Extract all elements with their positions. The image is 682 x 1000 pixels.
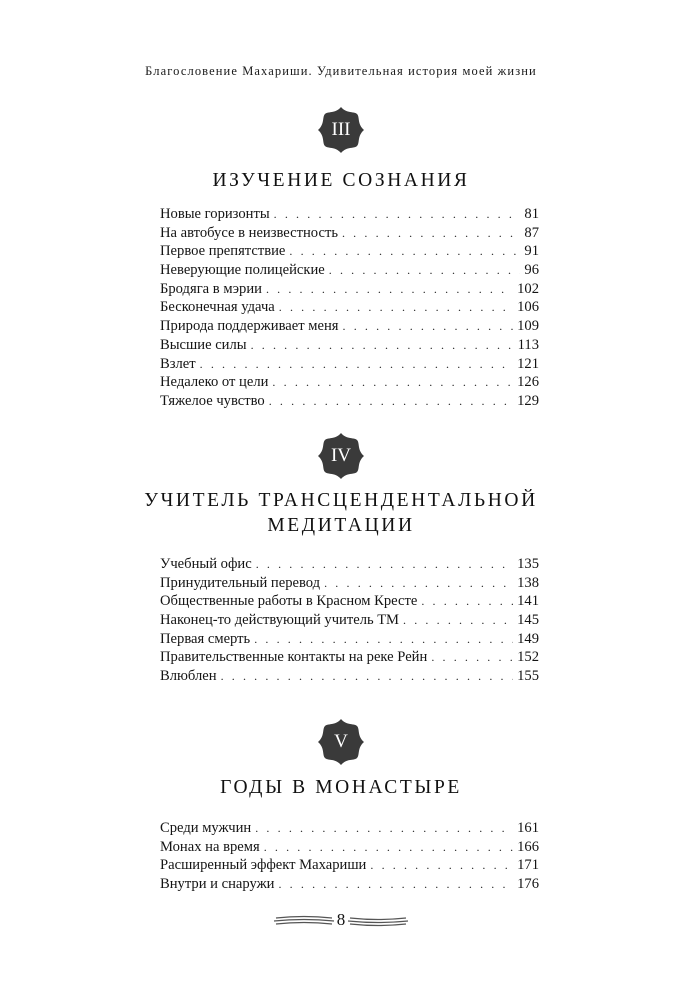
toc-entry-page: 106 — [517, 299, 539, 316]
toc-entry-title: На автобусе в неизвестность — [160, 224, 338, 241]
toc-entry-title: Внутри и снаружи — [160, 876, 275, 893]
toc-entry-page: 141 — [517, 593, 539, 610]
leader-dots — [256, 555, 513, 574]
leader-dots — [272, 373, 513, 392]
page-footer — [0, 905, 682, 935]
part-title-line: ИЗУЧЕНИЕ СОЗНАНИЯ — [212, 170, 470, 191]
lotus-badge-icon — [316, 717, 366, 767]
toc-entry[interactable] — [160, 819, 539, 838]
toc-entry[interactable] — [160, 667, 539, 686]
toc-entry-title: Высшие силы — [160, 336, 247, 353]
leader-dots — [431, 648, 513, 667]
toc-entry[interactable] — [160, 373, 539, 392]
toc-entry[interactable] — [160, 592, 539, 611]
toc-entry-title: Неверующие полицейские — [160, 262, 325, 279]
toc-entry-title: Монах на время — [160, 838, 260, 855]
toc-entry-page: 87 — [524, 224, 539, 241]
lotus-badge-icon — [316, 105, 366, 155]
leader-dots — [221, 667, 514, 686]
toc-entry-title: Бродяга в мэрии — [160, 280, 262, 297]
page-number: 8 — [336, 910, 346, 929]
toc-entry-page: 129 — [517, 392, 539, 409]
leader-dots — [274, 205, 521, 224]
toc-entry-page: 152 — [517, 649, 539, 666]
toc-entry-page: 126 — [517, 374, 539, 391]
toc-entry[interactable] — [160, 205, 539, 224]
toc-list — [160, 555, 539, 686]
toc-entry-page: 171 — [517, 857, 539, 874]
toc-entry-page: 138 — [517, 574, 539, 591]
toc-entry[interactable] — [160, 574, 539, 593]
leader-dots — [264, 838, 513, 857]
toc-entry-title: Недалеко от цели — [160, 374, 269, 391]
toc-entry-title: Принудительный перевод — [160, 574, 321, 591]
toc-entry-title: Расширенный эффект Махариши — [160, 857, 367, 874]
leader-dots — [200, 355, 513, 374]
part-title-line: УЧИТЕЛЬ ТРАНСЦЕНДЕНТАЛЬНОЙ — [144, 490, 538, 511]
toc-entry-page: 109 — [517, 318, 539, 335]
toc-entry-title: Природа поддерживает меня — [160, 318, 339, 335]
toc-entry-page: 96 — [524, 262, 539, 279]
leader-dots — [403, 611, 513, 630]
toc-entry[interactable] — [160, 298, 539, 317]
toc-entry-page: 145 — [517, 612, 539, 629]
toc-entry-page: 81 — [524, 206, 539, 222]
toc-entry-page: 155 — [517, 668, 539, 685]
toc-entry[interactable] — [160, 838, 539, 857]
part-title — [80, 488, 602, 538]
toc-list — [160, 819, 539, 894]
toc-entry[interactable] — [160, 611, 539, 630]
toc-entry[interactable] — [160, 856, 539, 875]
leader-dots — [254, 630, 513, 649]
leader-dots — [370, 856, 513, 875]
toc-entry-page: 135 — [517, 556, 539, 572]
toc-entry-page: 176 — [517, 876, 539, 893]
swash-ornament-icon — [346, 915, 410, 927]
toc-entry[interactable] — [160, 242, 539, 261]
part-title-line: МЕДИТАЦИИ — [267, 515, 415, 536]
toc-entry-title: Новые горизонты — [160, 206, 270, 222]
toc-entry-title: Первое препятствие — [160, 243, 286, 260]
toc-entry[interactable] — [160, 280, 539, 299]
leader-dots — [255, 819, 513, 838]
toc-entry[interactable] — [160, 224, 539, 243]
toc-entry-title: Взлет — [160, 355, 196, 372]
leader-dots — [278, 875, 513, 894]
toc-entry-page: 91 — [524, 243, 539, 260]
toc-entry-page: 166 — [517, 838, 539, 855]
toc-list — [160, 205, 539, 411]
running-head: Благословение Махариши. Удивительная история моей жизни — [145, 64, 537, 78]
toc-entry-title: Общественные работы в Красном Кресте — [160, 593, 418, 610]
toc-entry-page: 121 — [517, 355, 539, 372]
toc-entry-title: Учебный офис — [160, 556, 252, 572]
leader-dots — [289, 242, 520, 261]
part-title-line: ГОДЫ В МОНАСТЫРЕ — [220, 777, 462, 798]
toc-entry[interactable] — [160, 555, 539, 574]
toc-entry-page: 149 — [517, 630, 539, 647]
toc-entry-title: Правительственные контакты на реке Рейн — [160, 649, 428, 666]
leader-dots — [343, 317, 514, 336]
part-title — [80, 168, 602, 193]
toc-entry-title: Наконец-то действующий учитель ТМ — [160, 612, 400, 629]
part-numeral: IV — [330, 445, 352, 466]
leader-dots — [329, 261, 521, 280]
toc-entry[interactable] — [160, 261, 539, 280]
toc-entry-title: Среди мужчин — [160, 820, 252, 836]
toc-entry-title: Бесконечная удача — [160, 299, 275, 316]
leader-dots — [324, 574, 513, 593]
toc-entry[interactable] — [160, 648, 539, 667]
leader-dots — [251, 336, 514, 355]
toc-entry-title: Первая смерть — [160, 630, 251, 647]
leader-dots — [279, 298, 513, 317]
toc-entry[interactable] — [160, 392, 539, 411]
leader-dots — [421, 592, 513, 611]
part-numeral: V — [334, 731, 348, 752]
toc-entry-title: Тяжелое чувство — [160, 392, 265, 409]
leader-dots — [269, 392, 513, 411]
part-numeral: III — [331, 119, 351, 140]
toc-entry-page: 102 — [517, 280, 539, 297]
toc-entry[interactable] — [160, 630, 539, 649]
toc-entry[interactable] — [160, 875, 539, 894]
toc-entry[interactable] — [160, 317, 539, 336]
toc-entry-page: 161 — [517, 820, 539, 836]
toc-entry-title: Влюблен — [160, 668, 217, 685]
toc-entry-page: 113 — [517, 336, 539, 353]
lotus-badge-icon — [316, 431, 366, 481]
part-title — [80, 775, 602, 800]
toc-entry[interactable] — [160, 336, 539, 355]
leader-dots — [266, 280, 513, 299]
toc-entry[interactable] — [160, 355, 539, 374]
leader-dots — [342, 224, 520, 243]
